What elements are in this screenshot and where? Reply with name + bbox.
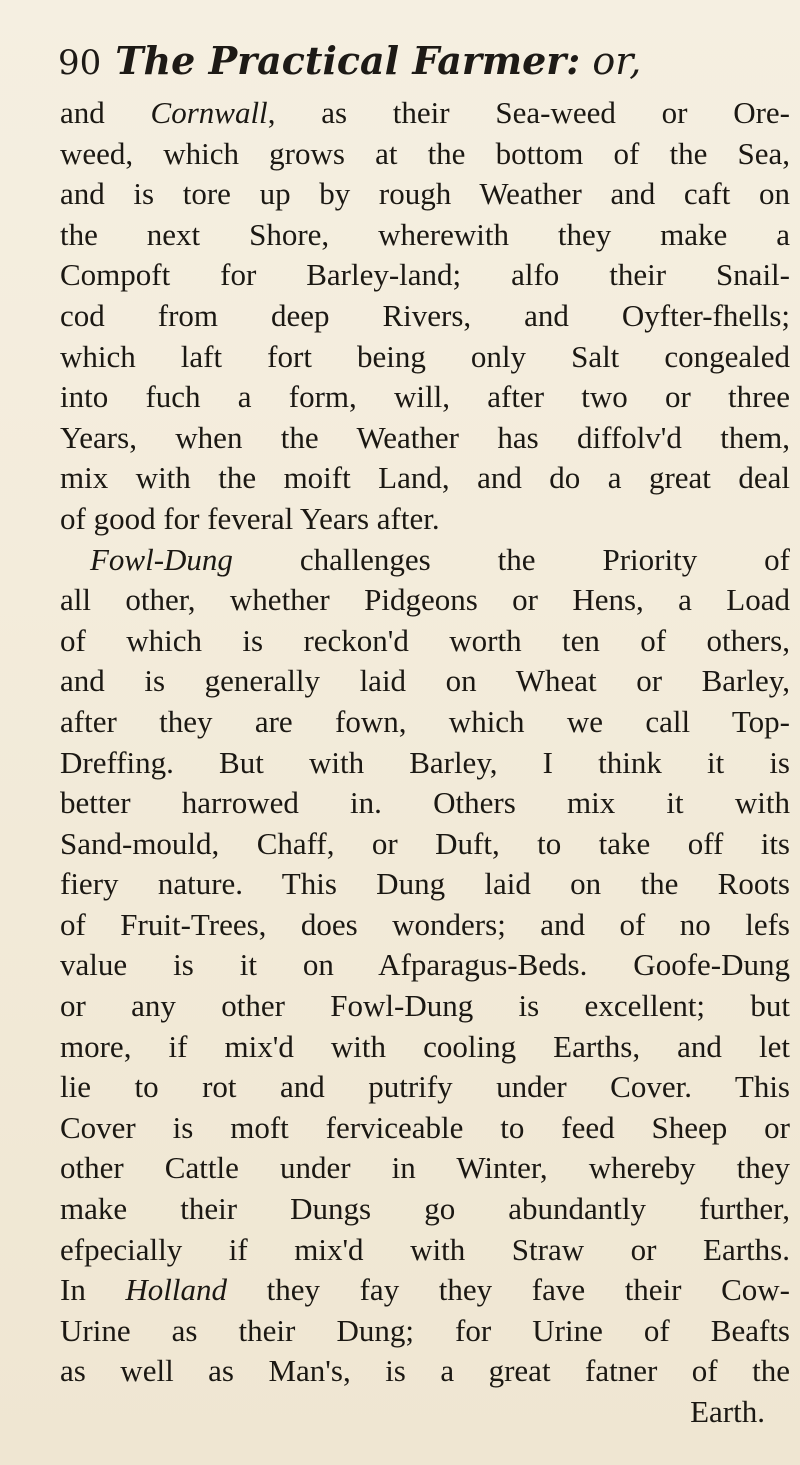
text-line: [60, 986, 790, 1027]
text-segment: Cover is moft ferviceable to feed Sheep or: [60, 1109, 790, 1145]
text-segment: as well as Man's, is a great fatner of the: [60, 1353, 790, 1389]
text-line: [60, 499, 790, 540]
text-segment: into fuch a form, will, after two or three: [60, 379, 790, 415]
text-line: [60, 1230, 790, 1271]
text-segment: Sand-mould, Chaff, or Duft, to take off its: [60, 825, 790, 861]
text-segment: after they are fown, which we call Top-: [60, 703, 790, 739]
text-line: [60, 458, 790, 499]
text-line: [60, 540, 790, 581]
text-line: [60, 174, 790, 215]
text-segment: Urine as their Dung; for Urine of Beafts: [60, 1312, 790, 1348]
text-segment: and is generally laid on Wheat or Barley,: [60, 663, 790, 699]
text-segment: challenges the Priority of: [232, 541, 790, 577]
text-line: [60, 905, 790, 946]
text-segment: of Fruit-Trees, does wonders; and of no lefs: [60, 906, 790, 942]
text-segment: they fay they fave their Cow-: [227, 1272, 790, 1308]
text-line: [60, 215, 790, 256]
text-line: [60, 661, 790, 702]
text-line: [60, 134, 790, 175]
running-title-tail: or,: [580, 39, 642, 83]
text-segment: or any other Fowl-Dung is excellent; but: [60, 988, 790, 1024]
text-segment: make their Dungs go abundantly further,: [60, 1191, 790, 1227]
text-segment: cod from deep Rivers, and Oyfter-fhells;: [60, 297, 790, 333]
italic-text: Cornwall: [150, 95, 268, 130]
body-text: [60, 93, 790, 1433]
text-line: [60, 1311, 790, 1352]
text-line: [60, 824, 790, 865]
text-segment: and is tore up by rough Weather and caft on: [60, 176, 790, 212]
text-segment: value is it on Afparagus-Beds. Goofe-Dung: [60, 947, 790, 983]
text-segment: Compoft for Barley-land; alfo their Snail-: [60, 257, 790, 293]
text-segment: , as their Sea-weed or Ore-: [267, 95, 790, 130]
text-segment: weed, which grows at the bottom of the Sea,: [60, 135, 790, 171]
text-line: [60, 377, 790, 418]
text-segment: and: [60, 95, 151, 130]
text-line: [60, 864, 790, 905]
text-line: [60, 93, 790, 134]
text-line: [60, 296, 790, 337]
text-line: [60, 580, 790, 621]
text-line: [60, 1067, 790, 1108]
text-segment: better harrowed in. Others mix it with: [60, 785, 790, 821]
text-segment: other Cattle under in Winter, whereby they: [60, 1150, 790, 1186]
page-number: 90: [58, 43, 102, 83]
text-line: [60, 621, 790, 662]
text-line: [60, 702, 790, 743]
running-head: [58, 38, 641, 83]
text-segment: mix with the moift Land, and do a great deal: [60, 460, 790, 496]
text-segment: of good for feveral Years after.: [60, 500, 440, 536]
text-line: [60, 418, 790, 459]
text-segment: more, if mix'd with cooling Earths, and let: [60, 1028, 790, 1064]
text-segment: which laft fort being only Salt congealed: [60, 338, 790, 374]
text-segment: all other, whether Pidgeons or Hens, a Load: [60, 582, 790, 618]
italic-text: Holland: [125, 1272, 228, 1308]
text-line: [60, 783, 790, 824]
text-line: [60, 337, 790, 378]
running-title: The Practical Farmer:: [115, 38, 581, 83]
text-segment: In: [60, 1272, 126, 1308]
text-line: [60, 1392, 790, 1433]
text-line: [60, 945, 790, 986]
text-line: [60, 1148, 790, 1189]
text-line: [60, 743, 790, 784]
text-line: [60, 1270, 790, 1311]
text-line: [60, 1351, 790, 1392]
text-segment: Dreffing. But with Barley, I think it is: [60, 744, 790, 780]
text-segment: fiery nature. This Dung laid on the Roots: [60, 866, 790, 902]
text-line: [60, 255, 790, 296]
text-segment: the next Shore, wherewith they make a: [60, 216, 790, 252]
text-segment: efpecially if mix'd with Straw or Earths.: [60, 1231, 790, 1267]
text-segment: lie to rot and putrify under Cover. This: [60, 1069, 790, 1105]
italic-text: Fowl-Dung: [90, 541, 233, 577]
text-line: [60, 1027, 790, 1068]
text-segment: of which is reckon'd worth ten of others,: [60, 622, 790, 658]
text-segment: Years, when the Weather has diffolv'd them,: [60, 419, 790, 455]
text-line: [60, 1108, 790, 1149]
text-segment: Earth.: [690, 1394, 765, 1429]
text-line: [60, 1189, 790, 1230]
